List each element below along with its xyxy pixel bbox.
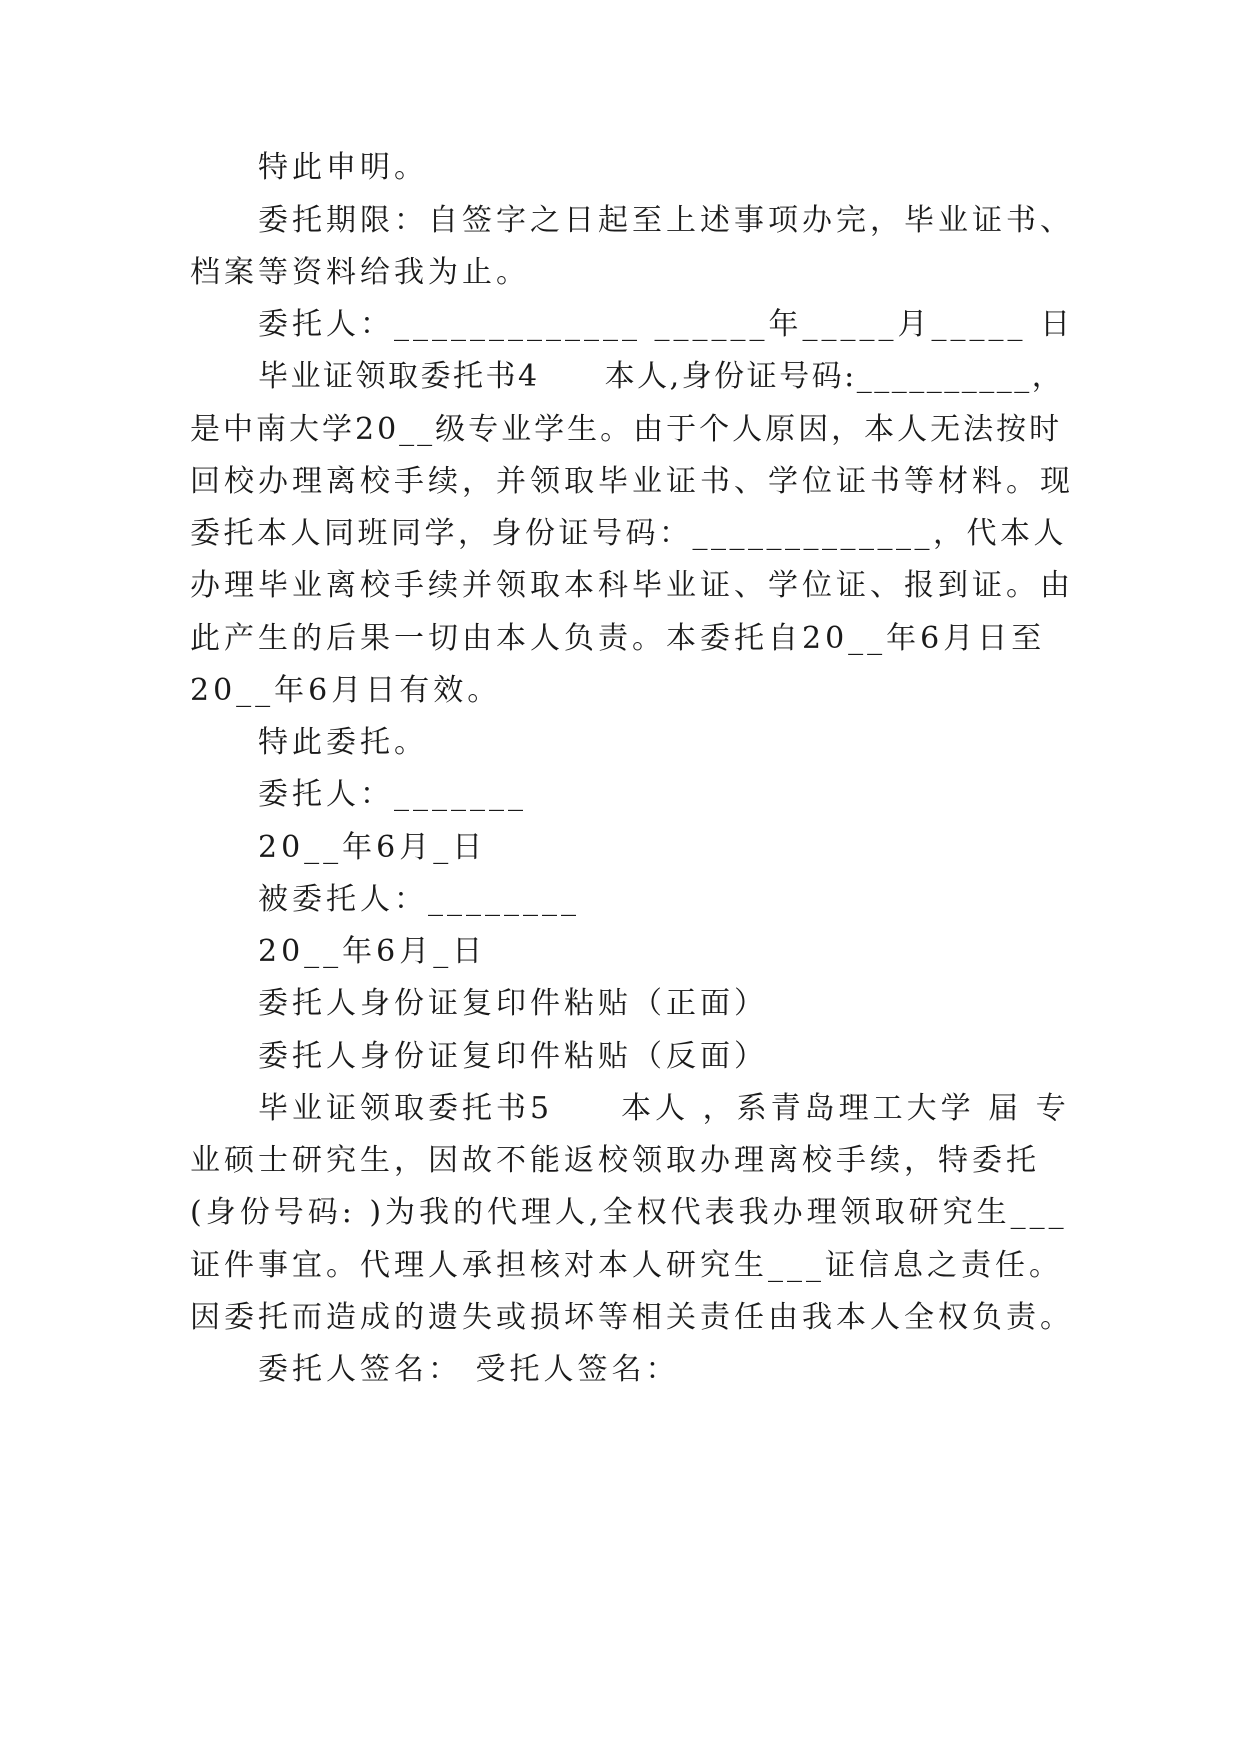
text-line: (身份号码: )为我的代理人,全权代表我办理领取研究生___ — [190, 1195, 1068, 1230]
text-line: 毕业证领取委托书4 本人,身份证号码:__________， — [258, 359, 1065, 394]
text-line: 委托本人同班同学，身份证号码：_____________，代本人 — [190, 516, 1067, 551]
text-line: 委托人：_______ — [258, 777, 527, 812]
text-line: 是中南大学20__级专业学生。由于个人原因，本人无法按时 — [190, 412, 1063, 447]
text-line: 20__年6月_日 — [258, 830, 487, 865]
text-line: 委托期限：自签字之日起至上述事项办完，毕业证书、 — [258, 203, 1074, 238]
text-line: 档案等资料给我为止。 — [190, 255, 530, 290]
text-line: 委托人签名： 受托人签名： — [258, 1352, 680, 1387]
text-line: 业硕士研究生，因故不能返校领取办理离校手续，特委托 — [190, 1143, 1040, 1178]
text-line: 特此申明。 — [258, 150, 428, 185]
text-line: 20__年6月_日 — [258, 934, 487, 969]
text-line: 回校办理离校手续，并领取毕业证书、学位证书等材料。现 — [190, 464, 1074, 499]
text-line: 委托人身份证复印件粘贴（正面） — [258, 986, 768, 1021]
text-line: 委托人：_____________ ______年_____月_____ 日 — [258, 307, 1075, 342]
text-line: 被委托人：________ — [258, 882, 580, 917]
text-line: 20__年6月日有效。 — [190, 673, 502, 708]
text-line: 此产生的后果一切由本人负责。本委托自20__年6月日至 — [190, 621, 1046, 656]
text-line: 办理毕业离校手续并领取本科毕业证、学位证、报到证。由 — [190, 568, 1074, 603]
text-line: 证件事宜。代理人承担核对本人研究生___证信息之责任。 — [190, 1248, 1063, 1283]
text-line: 毕业证领取委托书5 本人 ，系青岛理工大学 届 专 — [258, 1091, 1070, 1126]
text-line: 因委托而造成的遗失或损坏等相关责任由我本人全权负责。 — [190, 1300, 1074, 1335]
text-line: 委托人身份证复印件粘贴（反面） — [258, 1039, 768, 1074]
text-line: 特此委托。 — [258, 725, 428, 760]
